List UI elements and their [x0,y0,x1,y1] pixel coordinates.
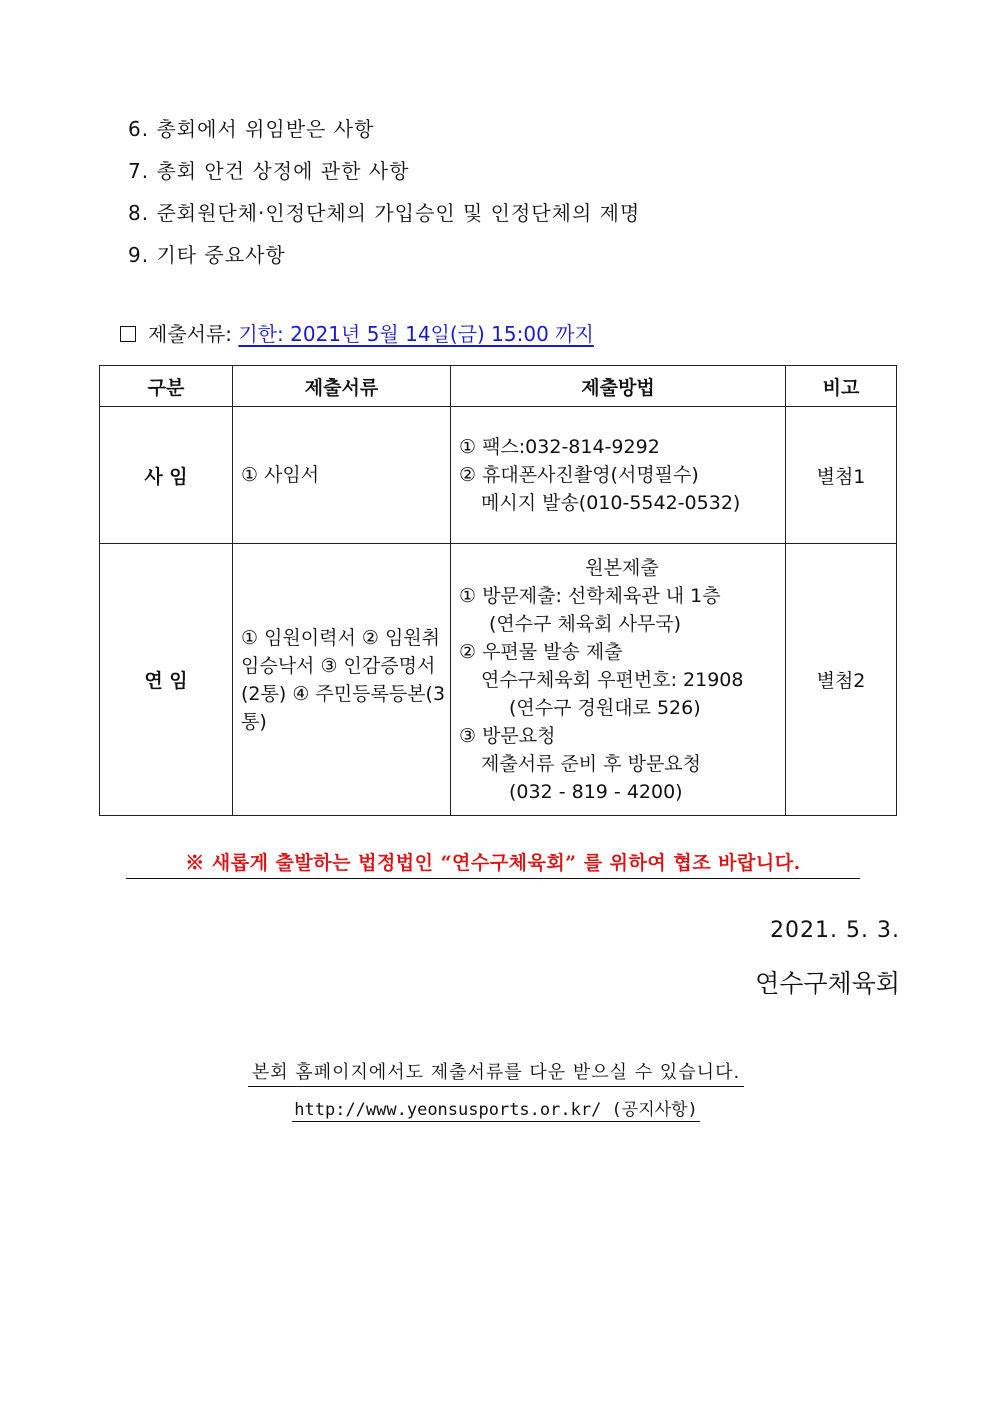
document-item: ① 임원이력서 [241,626,356,649]
row-category: 사 임 [100,407,233,544]
row-documents [233,407,451,544]
agenda-item: 6. 총회에서 위임받은 사항 [128,117,375,141]
footer-website-link[interactable]: http://www.yeonsusports.or.kr/ (공지사항) [292,1095,699,1122]
header-note: 비고 [786,366,897,407]
document-date: 2021. 5. 3. [770,918,900,943]
header-category: 구분 [100,366,233,407]
method-line: (연수구 경원대로 526) [509,696,701,719]
row-note: 별첨1 [786,407,897,544]
submission-table [99,365,897,816]
row-method [451,407,786,544]
row-method [451,544,786,816]
method-line: ① 방문제출: 선학체육관 내 1층 [459,584,721,607]
document-item: ① 사임서 [241,464,320,486]
checkbox-square-icon [120,326,136,342]
agenda-item: 7. 총회 안건 상정에 관한 사항 [128,159,410,183]
method-line: ① 팩스:032-814-9292 [459,436,660,458]
footer-download-note: 본회 홈페이지에서도 제출서류를 다운 받으실 수 있습니다. [248,1058,744,1087]
document-item: ④ 주민등록등본(3통) [241,682,446,733]
header-method: 제출방법 [451,366,786,407]
method-line: 제출서류 준비 후 방문요청 [481,752,702,775]
header-documents: 제출서류 [233,366,451,407]
method-title: 원본제출 [585,556,659,579]
table-row [100,407,897,544]
footer [0,1058,992,1122]
agenda-item: 8. 준회원단체·인정단체의 가입승인 및 인정단체의 제명 [128,201,641,225]
row-documents [233,544,451,816]
table-row [100,544,897,816]
method-line: (연수구 체육회 사무국) [489,612,682,635]
method-line: ② 휴대폰사진촬영(서명필수) [459,464,699,486]
agenda-list [128,112,640,280]
method-line: ③ 방문요청 [459,724,556,747]
document-item: ③ 인감증명서(2통) [241,654,436,705]
table-header-row [100,366,897,407]
heading-label: 제출서류: [148,322,233,346]
row-note: 별첨2 [786,544,897,816]
document-item: ② 임원취임승낙서 [241,626,441,677]
deadline-text: 기한: 2021년 5월 14일(금) 15:00 까지 [238,322,594,346]
method-line: (032 - 819 - 4200) [509,780,683,803]
agenda-item: 9. 기타 중요사항 [128,243,286,267]
cooperation-notice: ※ 새롭게 출발하는 법정법인 “연수구체육회” 를 위하여 협조 바랍니다. [126,848,860,879]
method-line: 메시지 발송(010-5542-0532) [481,492,741,514]
method-line: 연수구체육회 우편번호: 21908 [481,668,744,691]
submission-heading [120,318,594,347]
row-category: 연 임 [100,544,233,816]
method-line: ② 우편물 발송 제출 [459,640,623,663]
organization-name: 연수구체육회 [755,969,900,998]
